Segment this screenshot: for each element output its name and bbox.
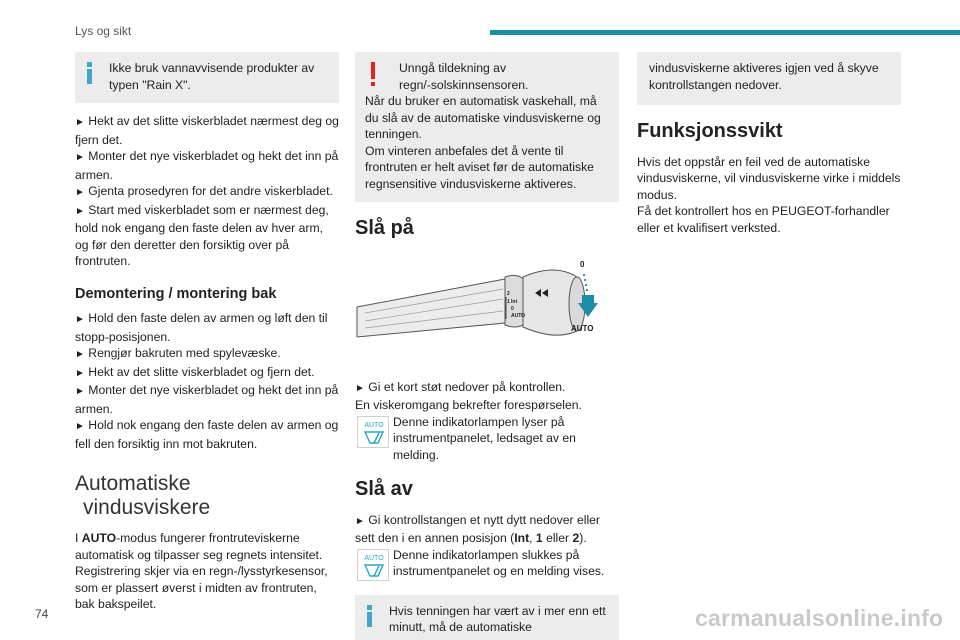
arrow-icon: ► — [75, 314, 85, 325]
warning-winter: Om vinteren anbefales det å vente til frontruten er helt aviset før de automatiske regnsensitive vindusviskerne aktiveres. — [365, 143, 594, 191]
arrow-icon: ► — [355, 515, 365, 527]
on-step: ► Gi et kort støt nedover på kontrollen. — [355, 379, 566, 394]
step-item: ► Hold nok engang den faste delen av armen og fell den forsiktig inn mot bakruten. — [75, 418, 339, 451]
lever-position-int: Int — [511, 298, 518, 305]
header-accent-bar — [490, 30, 960, 35]
switch-on-heading: Slå på — [355, 217, 414, 239]
wiper-lever-illustration — [355, 255, 605, 365]
lever-stalk — [357, 270, 585, 337]
lever-position-2: 2 — [507, 290, 510, 297]
lever-position-1: 1 — [507, 298, 510, 305]
fault-check-text: Få det kontrollert hos en PEUGEOT-forhandler eller et kvalifisert verksted. — [637, 204, 890, 235]
off-position-label: 0 — [580, 259, 585, 269]
tip-text: Ikke bruk vannavvisende produkter av typen "Rain X". — [109, 61, 315, 92]
info-icon — [87, 62, 92, 84]
auto-sensor-text: Registrering skjer via en regn-/lysstyrkesensor, som er plassert øverst i midten av frontruten, bak bakspeilet. — [75, 564, 328, 611]
auto-wiper-indicator-icon — [357, 549, 389, 581]
step-item: ► Monter det nye viskerbladet og hekt det inn på armen. — [75, 383, 339, 416]
watermark: carmanualsonline.info — [695, 605, 944, 631]
indicator-auto-label: AUTO — [364, 554, 384, 562]
indicator-auto-label: AUTO — [364, 421, 384, 429]
fault-text: Hvis det oppstår en feil ved de automatiske vindusviskerne, vil vindusviskerne virke i middels modus. — [637, 154, 901, 202]
arrow-icon: ► — [75, 349, 85, 360]
lever-position-auto: AUTO — [511, 312, 526, 319]
off-step: ► Gi kontrollstangen et nytt dytt nedover eller sett den i en annen posisjon (Int, 1 eller 2). — [355, 512, 600, 545]
arrow-icon: ► — [75, 187, 85, 198]
arrow-icon: ► — [75, 205, 85, 217]
front-steps — [75, 113, 339, 270]
on-indicator-row — [355, 414, 619, 464]
warning-box — [355, 52, 619, 202]
auto-wiper-indicator-icon — [357, 416, 389, 448]
continued-text: vindusviskerne aktiveres igjen ved å skyve kontrollstangen nedover. — [649, 61, 879, 92]
warning-line: regn/-solskinnsensoren. — [399, 77, 529, 92]
auto-intro: I AUTO-modus fungerer frontruteviskerne automatisk og tilpasser seg regnets intensitet. — [75, 531, 323, 562]
arrow-icon: ► — [75, 117, 85, 128]
off-indicator-row — [355, 547, 619, 583]
auto-wipers-heading: Automatiske vindusviskere — [75, 472, 211, 519]
tip-box-2 — [355, 595, 619, 640]
arrow-icon: ► — [75, 152, 85, 163]
warning-line: Unngå tildekning av — [399, 61, 507, 75]
column-left — [75, 52, 339, 613]
tip2-text: Hvis tenningen har vært av i mer enn ett minutt, må de automatiske — [389, 603, 606, 634]
running-header: Lys og sikt — [75, 24, 132, 38]
lever-position-0: 0 — [511, 305, 514, 312]
rear-steps — [75, 310, 339, 452]
fault-heading: Funksjonssvikt — [637, 120, 783, 142]
page-number: 74 — [35, 607, 49, 621]
continued-box — [637, 52, 901, 105]
on-confirm: En viskeromgang bekrefter forespørselen. — [355, 398, 582, 412]
column-middle — [355, 52, 619, 640]
on-indicator-text: Denne indikatorlampen lyser på instrumentpanelet, ledsaget av en melding. — [393, 414, 576, 462]
tip-box — [75, 52, 339, 103]
info-icon — [367, 605, 372, 627]
column-right — [637, 52, 901, 236]
step-item: ► Monter det nye viskerbladet og hekt det inn på armen. — [75, 149, 339, 182]
rear-heading: Demontering / montering bak — [75, 285, 277, 302]
step-item: ► Rengjør bakruten med spylevæske. — [75, 346, 281, 360]
warning-body: Når du bruker en automatisk vaskehall, må du slå av de automatiske vindusviskerne og tenningen. — [365, 94, 601, 141]
off-indicator-text: Denne indikatorlampen slukkes på instrumentpanelet og en melding vises. — [393, 547, 605, 578]
step-item: ► Start med viskerbladet som er nærmest deg, hold nok engang den faste delen av hver arm, og før den deretter den forsiktig over på frontruten. — [75, 202, 329, 268]
arrow-icon: ► — [75, 386, 85, 397]
step-item: ► Hekt av det slitte viskerbladet og fjern det. — [75, 364, 315, 379]
switch-off-heading: Slå av — [355, 478, 413, 500]
auto-position-label: AUTO — [571, 323, 594, 333]
step-item: ► Gjenta prosedyren for det andre viskerbladet. — [75, 184, 333, 198]
arrow-icon: ► — [75, 421, 85, 432]
arrow-icon: ► — [355, 382, 365, 394]
step-item: ► Hekt av det slitte viskerbladet nærmest deg og fjern det. — [75, 114, 339, 147]
arrow-icon: ► — [75, 367, 85, 379]
step-item: ► Hold den faste delen av armen og løft den til stopp-posisjonen. — [75, 311, 328, 344]
warning-icon — [371, 62, 375, 86]
